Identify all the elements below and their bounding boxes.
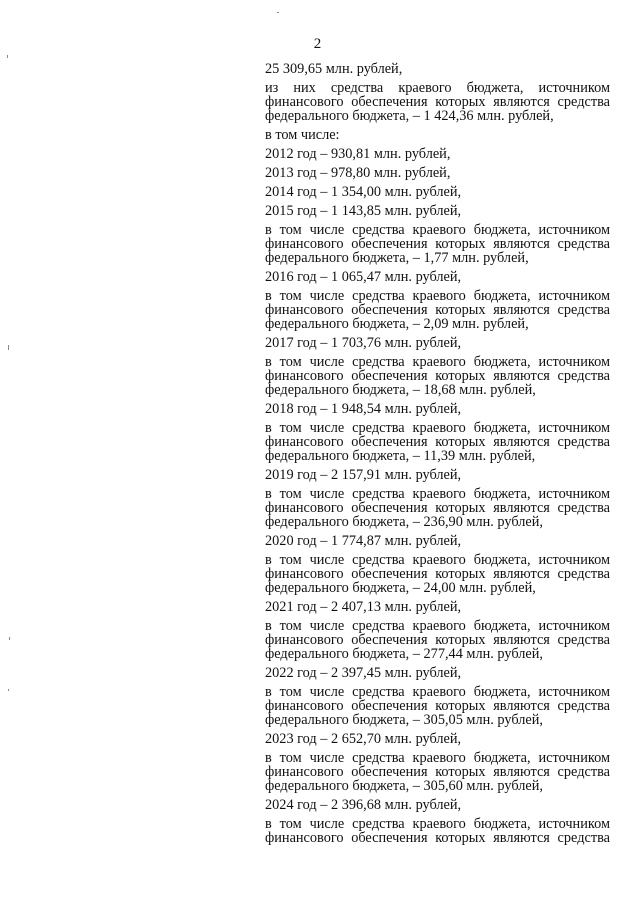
note-line: финансового обеспечения которых являются средства [265,632,610,648]
year-federal-note [265,751,610,793]
scan-mark [8,345,9,350]
note-line: финансового обеспечения которых являются средства [265,368,610,384]
note-line: финансового обеспечения которых являются средства [265,302,610,318]
note-line: финансового обеспечения которых являются средства [265,434,610,450]
note-line: финансового обеспечения которых являются средства [265,830,610,846]
year-amount-line: 2015 год – 1 143,85 млн. рублей, [265,203,462,219]
note-line: федерального бюджета, – 11,39 млн. рублей, [265,448,536,464]
year-federal-note [265,289,610,331]
year-federal-note [265,685,610,727]
note-line: федерального бюджета, – 277,44 млн. рублей, [265,646,543,662]
note-line: федерального бюджета, – 236,90 млн. рублей, [265,514,543,530]
year-federal-note [265,355,610,397]
note-line: федерального бюджета, – 24,00 млн. рублей, [265,580,536,596]
year-federal-note [265,487,610,529]
note-line: финансового обеспечения которых являются средства [265,566,610,582]
year-federal-note [265,421,610,463]
year-amount-line: 2023 год – 2 652,70 млн. рублей, [265,731,462,747]
note-line: финансового обеспечения которых являются средства [265,764,610,780]
note-line: в том числе средства краевого бюджета, источником [265,420,610,436]
year-federal-note [265,223,610,265]
year-amount-line: 2020 год – 1 774,87 млн. рублей, [265,533,462,549]
total-amount: 25 309,65 млн. рублей, [265,61,403,77]
note-line: федерального бюджета, – 18,68 млн. рублей, [265,382,536,398]
scan-mark [8,689,9,691]
years-list [265,147,610,845]
year-federal-note [265,817,610,845]
year-amount-line: 2016 год – 1 065,47 млн. рублей, [265,269,462,285]
year-amount-line: 2024 год – 2 396,68 млн. рублей, [265,797,462,813]
page-number: 2 [313,36,322,52]
year-amount-line: 2014 год – 1 354,00 млн. рублей, [265,184,462,200]
year-federal-note [265,553,610,595]
note-line: в том числе средства краевого бюджета, источником [265,684,610,700]
document-body [265,62,610,850]
note-line: в том числе средства краевого бюджета, источником [265,750,610,766]
note-line: федерального бюджета, – 2,09 млн. рублей, [265,316,529,332]
scan-mark [277,12,279,13]
note-line: финансового обеспечения которых являются средства [265,698,610,714]
note-line: в том числе средства краевого бюджета, источником [265,222,610,238]
year-amount-line: 2018 год – 1 948,54 млн. рублей, [265,401,462,417]
in-that-number-label: в том числе: [265,127,340,143]
note-line: финансового обеспечения которых являются средства [265,94,610,110]
note-line: в том числе средства краевого бюджета, источником [265,486,610,502]
note-line: федерального бюджета, – 1,77 млн. рублей, [265,250,529,266]
note-line: финансового обеспечения которых являются средства [265,236,610,252]
note-line: в том числе средства краевого бюджета, источником [265,552,610,568]
year-amount-line: 2021 год – 2 407,13 млн. рублей, [265,599,462,615]
note-line: из них средства краевого бюджета, источником [265,80,610,96]
scan-mark [7,55,8,58]
note-line: в том числе средства краевого бюджета, источником [265,816,610,832]
year-amount-line: 2013 год – 978,80 млн. рублей, [265,165,451,181]
note-line: федерального бюджета, – 1 424,36 млн. рублей, [265,108,554,124]
note-line: в том числе средства краевого бюджета, источником [265,354,610,370]
year-amount-line: 2012 год – 930,81 млн. рублей, [265,146,451,162]
year-amount-line: 2019 год – 2 157,91 млн. рублей, [265,467,462,483]
scan-mark [9,637,10,640]
note-line: федерального бюджета, – 305,05 млн. рублей, [265,712,543,728]
note-line: в том числе средства краевого бюджета, источником [265,618,610,634]
year-federal-note [265,619,610,661]
year-amount-line: 2022 год – 2 397,45 млн. рублей, [265,665,462,681]
note-line: федерального бюджета, – 305,60 млн. рублей, [265,778,543,794]
year-amount-line: 2017 год – 1 703,76 млн. рублей, [265,335,462,351]
note-line: финансового обеспечения которых являются средства [265,500,610,516]
note-line: в том числе средства краевого бюджета, источником [265,288,610,304]
total-federal-note [265,81,610,123]
